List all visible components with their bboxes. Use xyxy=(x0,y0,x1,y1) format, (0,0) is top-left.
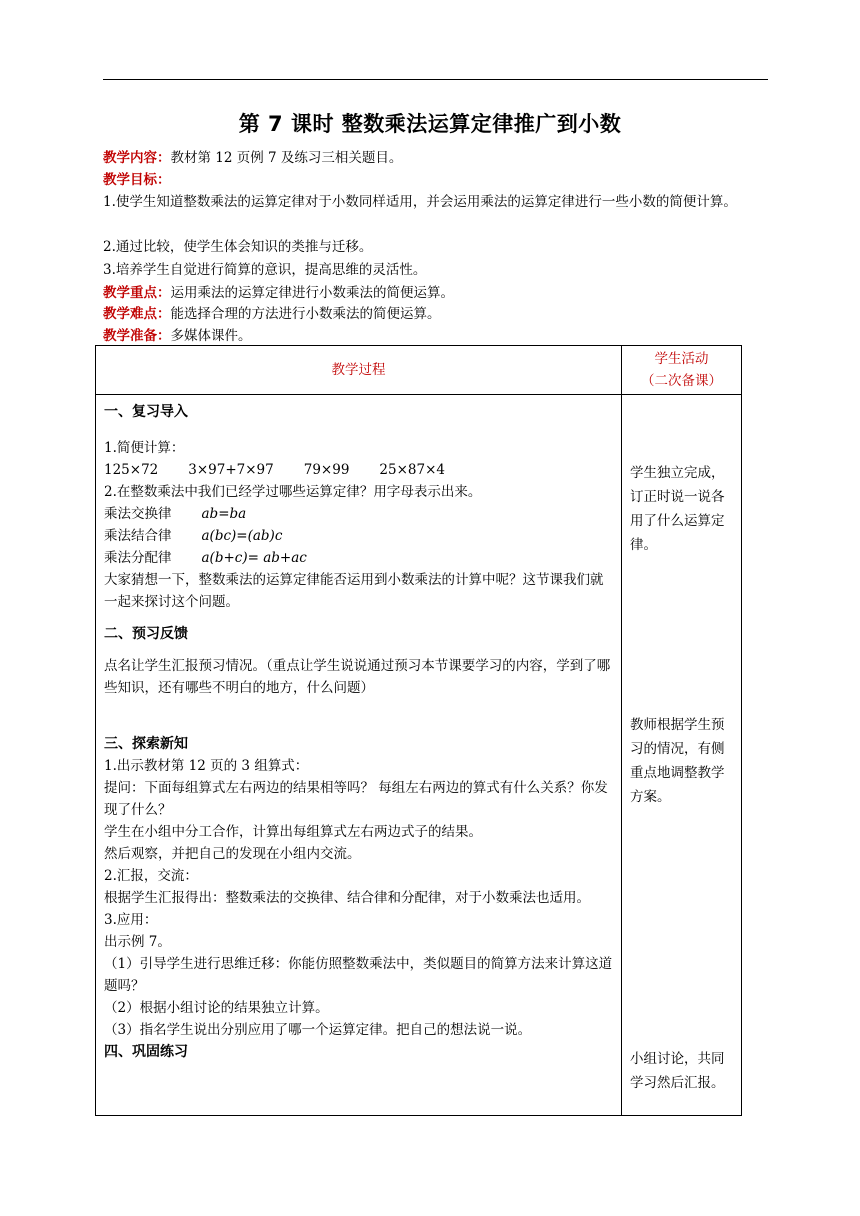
side-note-1: 学生独立完成，订正时说一说各用了什么运算定律。 xyxy=(630,465,725,553)
explore-line-9: （1）引导学生进行思维迁移：你能仿照整数乘法中，类似题目的简算方法来计算这道题吗？ xyxy=(104,956,613,994)
key-label: 教学重点： xyxy=(103,285,171,301)
explore-line-11: （3）指名学生说出分别应用了哪一个运算定律。把自己的想法说一说。 xyxy=(104,1022,532,1038)
section-practice-heading: 四、巩固练习 xyxy=(104,1044,188,1060)
explore-line-10: （2）根据小组讨论的结果独立计算。 xyxy=(104,1000,329,1016)
activity-header: 学生活动 （二次备课） xyxy=(622,346,742,395)
explore-line-4: 然后观察，并把自己的发现在小组内交流。 xyxy=(104,846,361,862)
difficulty-text: 能选择合理的方法进行小数乘法的简便运算。 xyxy=(170,306,441,322)
preview-text: 点名让学生汇报预习情况。（重点让学生说说通过预习本节课要学习的内容，学到了哪些知识，还有哪些不明白的地方，什么问题） xyxy=(104,658,611,696)
law-commutative: 乘法交换律 ab=ba xyxy=(104,506,247,522)
section-explore-heading: 三、探索新知 xyxy=(104,736,188,752)
preparation xyxy=(103,325,773,347)
side-note-3: 小组讨论，共同学习然后汇报。 xyxy=(630,1051,725,1091)
content-text: 教材第 12 页例 7 及练习三相关题目。 xyxy=(170,150,403,166)
difficulty xyxy=(103,303,773,325)
teaching-content xyxy=(103,147,773,169)
law-associative: 乘法结合律 a(bc)=(ab)c xyxy=(104,528,283,544)
section-review-heading: 一、复习导入 xyxy=(104,404,188,420)
review-q2: 2.在整数乘法中我们已经学过哪些运算定律？用字母表示出来。 xyxy=(104,484,482,500)
side-note-2: 教师根据学生预习的情况，有侧重点地调整教学方案。 xyxy=(630,717,725,805)
review-exprs: 125×72 3×97+7×97 79×99 25×87×4 xyxy=(104,462,445,478)
goal-1: 1.使学生知道整数乘法的运算定律对于小数同样适用，并会运用乘法的运算定律进行一些小数的简便计算。 xyxy=(103,194,737,210)
process-body xyxy=(96,395,622,1116)
explore-line-5: 2.汇报，交流： xyxy=(104,868,198,884)
explore-line-2: 提问：下面每组算式左右两边的结果相等吗？ 每组左右两边的算式有什么关系？你发现了什么？ xyxy=(104,780,608,818)
goal-3: 3.培养学生自觉进行简算的意识，提高思维的灵活性。 xyxy=(103,262,427,278)
page-title: 第 7 课时 整数乘法运算定律推广到小数 xyxy=(238,112,622,136)
explore-line-8: 出示例 7。 xyxy=(104,934,171,950)
goals-label: 教学目标： xyxy=(103,172,171,188)
explore-line-1: 1.出示教材第 12 页的 3 组算式： xyxy=(104,758,309,774)
section-preview-heading: 二、预习反馈 xyxy=(104,626,188,642)
goal-2: 2.通过比较，使学生体会知识的类推与迁移。 xyxy=(103,239,373,255)
review-intro: 大家猜想一下，整数乘法的运算定律能否运用到小数乘法的计算中呢？这节课我们就一起来探讨这个问题。 xyxy=(104,572,604,610)
explore-line-7: 3.应用： xyxy=(104,912,158,928)
explore-line-3: 学生在小组中分工合作，计算出每组算式左右两边式子的结果。 xyxy=(104,824,482,840)
law-distributive: 乘法分配律 a(b+c)= ab+ac xyxy=(104,550,307,566)
prep-text: 多媒体课件。 xyxy=(170,328,252,344)
key-point xyxy=(103,282,773,304)
header-rule xyxy=(103,79,768,80)
process-header: 教学过程 xyxy=(96,346,622,395)
activity-body xyxy=(622,395,742,1116)
explore-line-6: 根据学生汇报得出：整数乘法的交换律、结合律和分配律，对于小数乘法也适用。 xyxy=(104,890,590,906)
content-label: 教学内容： xyxy=(103,150,171,166)
key-text: 运用乘法的运算定律进行小数乘法的简便运算。 xyxy=(170,285,454,301)
review-q1: 1.简便计算： xyxy=(104,440,185,456)
prep-label: 教学准备： xyxy=(103,328,171,344)
lesson-table xyxy=(95,345,742,1116)
difficulty-label: 教学难点： xyxy=(103,306,171,322)
